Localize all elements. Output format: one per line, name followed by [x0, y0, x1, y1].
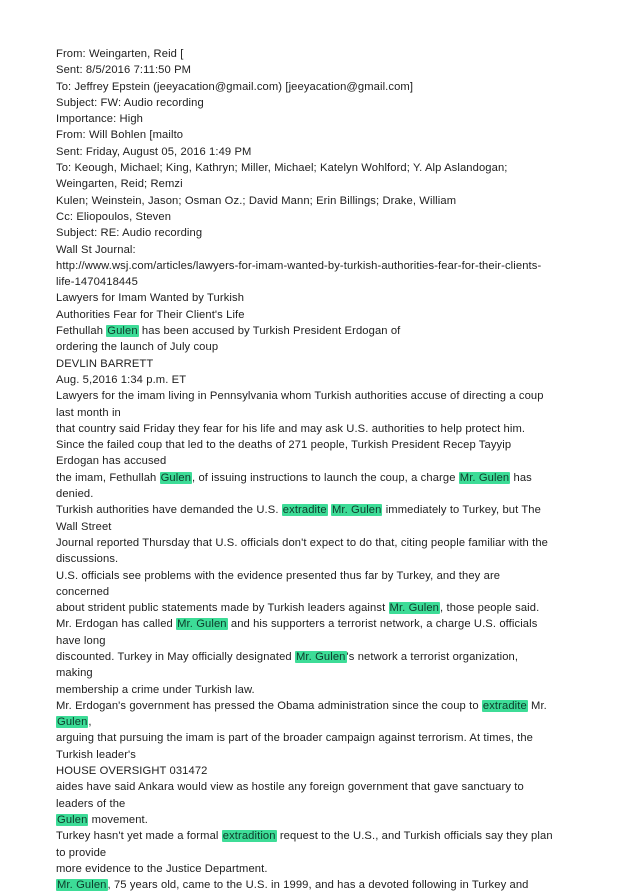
- document-line: ordering the launch of July coup: [56, 341, 219, 354]
- document-line: [56, 323, 586, 339]
- document-line: Subject: RE: Audio recording: [56, 227, 203, 240]
- text-run: Mr. Erdogan's government has pressed the Obama administration since the coup to: [56, 699, 482, 712]
- text-run: Mr. Erdogan has called: [56, 618, 177, 631]
- document-line: [56, 812, 586, 828]
- text-run: , 75 years old, came to the U.S. in 1999, and has a devoted following in Turkey and: [107, 879, 529, 892]
- document-line: Weingarten, Reid; Remzi: [56, 178, 183, 191]
- document-line: Subject: FW: Audio recording: [56, 96, 204, 109]
- highlighted-term: extradition: [222, 830, 276, 843]
- document-line: arguing that pursuing the imam is part of the broader campaign against terrorism. At times, the: [56, 732, 534, 745]
- document-line: Sent: 8/5/2016 7:11:50 PM: [56, 64, 192, 77]
- text-run: has been accused by Turkish President Erdogan of: [138, 325, 401, 338]
- document-line: [56, 877, 586, 893]
- document-line: Authorities Fear for Their Client's Life: [56, 308, 245, 321]
- highlighted-term: Mr. Gulen: [459, 471, 510, 484]
- text-run: Turkey hasn't yet made a formal: [56, 830, 222, 843]
- text-run: the imam, Fethullah: [56, 471, 160, 484]
- document-line: that country said Friday they fear for his life and may ask U.S. authorities to help protect him.: [56, 422, 526, 435]
- text-run: 's network a terrorist organization,: [346, 650, 519, 663]
- text-run: movement.: [88, 813, 148, 826]
- text-run: and his supporters a terrorist network, a charge U.S. officials: [227, 618, 538, 631]
- document-line: Wall Street: [56, 520, 112, 533]
- highlighted-term: Mr. Gulen: [389, 602, 440, 615]
- document-line: more evidence to the Justice Department.: [56, 862, 268, 875]
- document-line: Cc: Eliopoulos, Steven: [56, 210, 172, 223]
- document-line: To: Keough, Michael; King, Kathryn; Miller, Michael; Katelyn Wohlford; Y. Alp Aslandogan;: [56, 162, 508, 175]
- document-line: Kulen; Weinstein, Jason; Osman Oz.; David Mann; Erin Billings; Drake, William: [56, 194, 457, 207]
- text-run: Mr.: [527, 699, 547, 712]
- document-line: [56, 828, 586, 844]
- document-line: Wall St Journal:: [56, 243, 136, 256]
- document-line: last month in: [56, 406, 121, 419]
- text-run: Fethullah: [56, 325, 107, 338]
- document-line: have long: [56, 634, 106, 647]
- highlighted-term: Mr. Gulen: [296, 650, 346, 663]
- document-line: aides have said Ankara would view as hostile any foreign government that gave sanctuary to: [56, 781, 524, 794]
- document-line: Importance: High: [56, 113, 143, 126]
- document-line: To: Jeffrey Epstein (jeeyacation@gmail.com) [jeeyacation@gmail.com]: [56, 80, 414, 93]
- document-line: Since the failed coup that led to the deaths of 271 people, Turkish President Recep Tayyip: [56, 439, 512, 452]
- document-line: leaders of the: [56, 797, 126, 810]
- text-run: ,: [88, 716, 92, 729]
- highlighted-term: Mr. Gulen: [57, 879, 107, 892]
- document-line: Turkish leader's: [56, 748, 136, 761]
- document-line: http://www.wsj.com/articles/lawyers-for-imam-wanted-by-turkish-authorities-fear-for-their-clients-: [56, 259, 542, 272]
- document-line: Journal reported Thursday that U.S. officials don't expect to do that, citing people familiar with the: [56, 536, 548, 549]
- document-line: Sent: Friday, August 05, 2016 1:49 PM: [56, 145, 252, 158]
- document-line: denied.: [56, 488, 94, 501]
- highlighted-term: Gulen: [57, 716, 88, 729]
- document-line: [56, 502, 586, 518]
- document-line: [56, 616, 586, 632]
- document-line: [56, 470, 586, 486]
- highlighted-term: Gulen: [107, 325, 138, 338]
- document-line: concerned: [56, 585, 110, 598]
- document-line: [56, 600, 586, 616]
- document-line: to provide: [56, 846, 107, 859]
- document-line: From: Will Bohlen [mailto: [56, 129, 184, 142]
- text-run: about strident public statements made by Turkish leaders against: [56, 602, 389, 615]
- highlighted-term: Mr. Gulen: [331, 504, 382, 517]
- text-run: , those people said.: [440, 602, 540, 615]
- highlighted-term: Gulen: [57, 813, 88, 826]
- document-line: Erdogan has accused: [56, 455, 167, 468]
- document-line: membership a crime under Turkish law.: [56, 683, 255, 696]
- document-line: making: [56, 667, 93, 680]
- document-line: [56, 698, 586, 714]
- document-line: Lawyers for the imam living in Pennsylvania whom Turkish authorities accuse of directing a coup: [56, 390, 544, 403]
- highlighted-term: Mr. Gulen: [177, 618, 227, 631]
- text-run: discounted. Turkey in May officially designated: [56, 650, 295, 663]
- document-text-body: [56, 46, 586, 893]
- document-line: Lawyers for Imam Wanted by Turkish: [56, 292, 245, 305]
- highlighted-term: extradite: [282, 504, 327, 517]
- document-line: Aug. 5,2016 1:34 p.m. ET: [56, 373, 187, 386]
- highlighted-term: Gulen: [160, 471, 192, 484]
- text-run: request to the U.S., and Turkish officials say they plan: [276, 830, 553, 843]
- document-line: U.S. officials see problems with the evidence presented thus far by Turkey, and they are: [56, 569, 501, 582]
- document-line: discussions.: [56, 553, 119, 566]
- text-run: has: [510, 471, 532, 484]
- text-run: immediately to Turkey, but The: [382, 504, 541, 517]
- document-line: life-1470418445: [56, 276, 138, 289]
- document-line: DEVLIN BARRETT: [56, 357, 154, 370]
- document-line: [56, 714, 586, 730]
- document-line: HOUSE OVERSIGHT 031472: [56, 765, 208, 778]
- highlighted-term: extradite: [482, 699, 527, 712]
- document-line: From: Weingarten, Reid [: [56, 48, 184, 60]
- text-run: Turkish authorities have demanded the U.S.: [56, 504, 282, 517]
- document-line: [56, 649, 586, 665]
- text-run: , of issuing instructions to launch the coup, a charge: [192, 471, 459, 484]
